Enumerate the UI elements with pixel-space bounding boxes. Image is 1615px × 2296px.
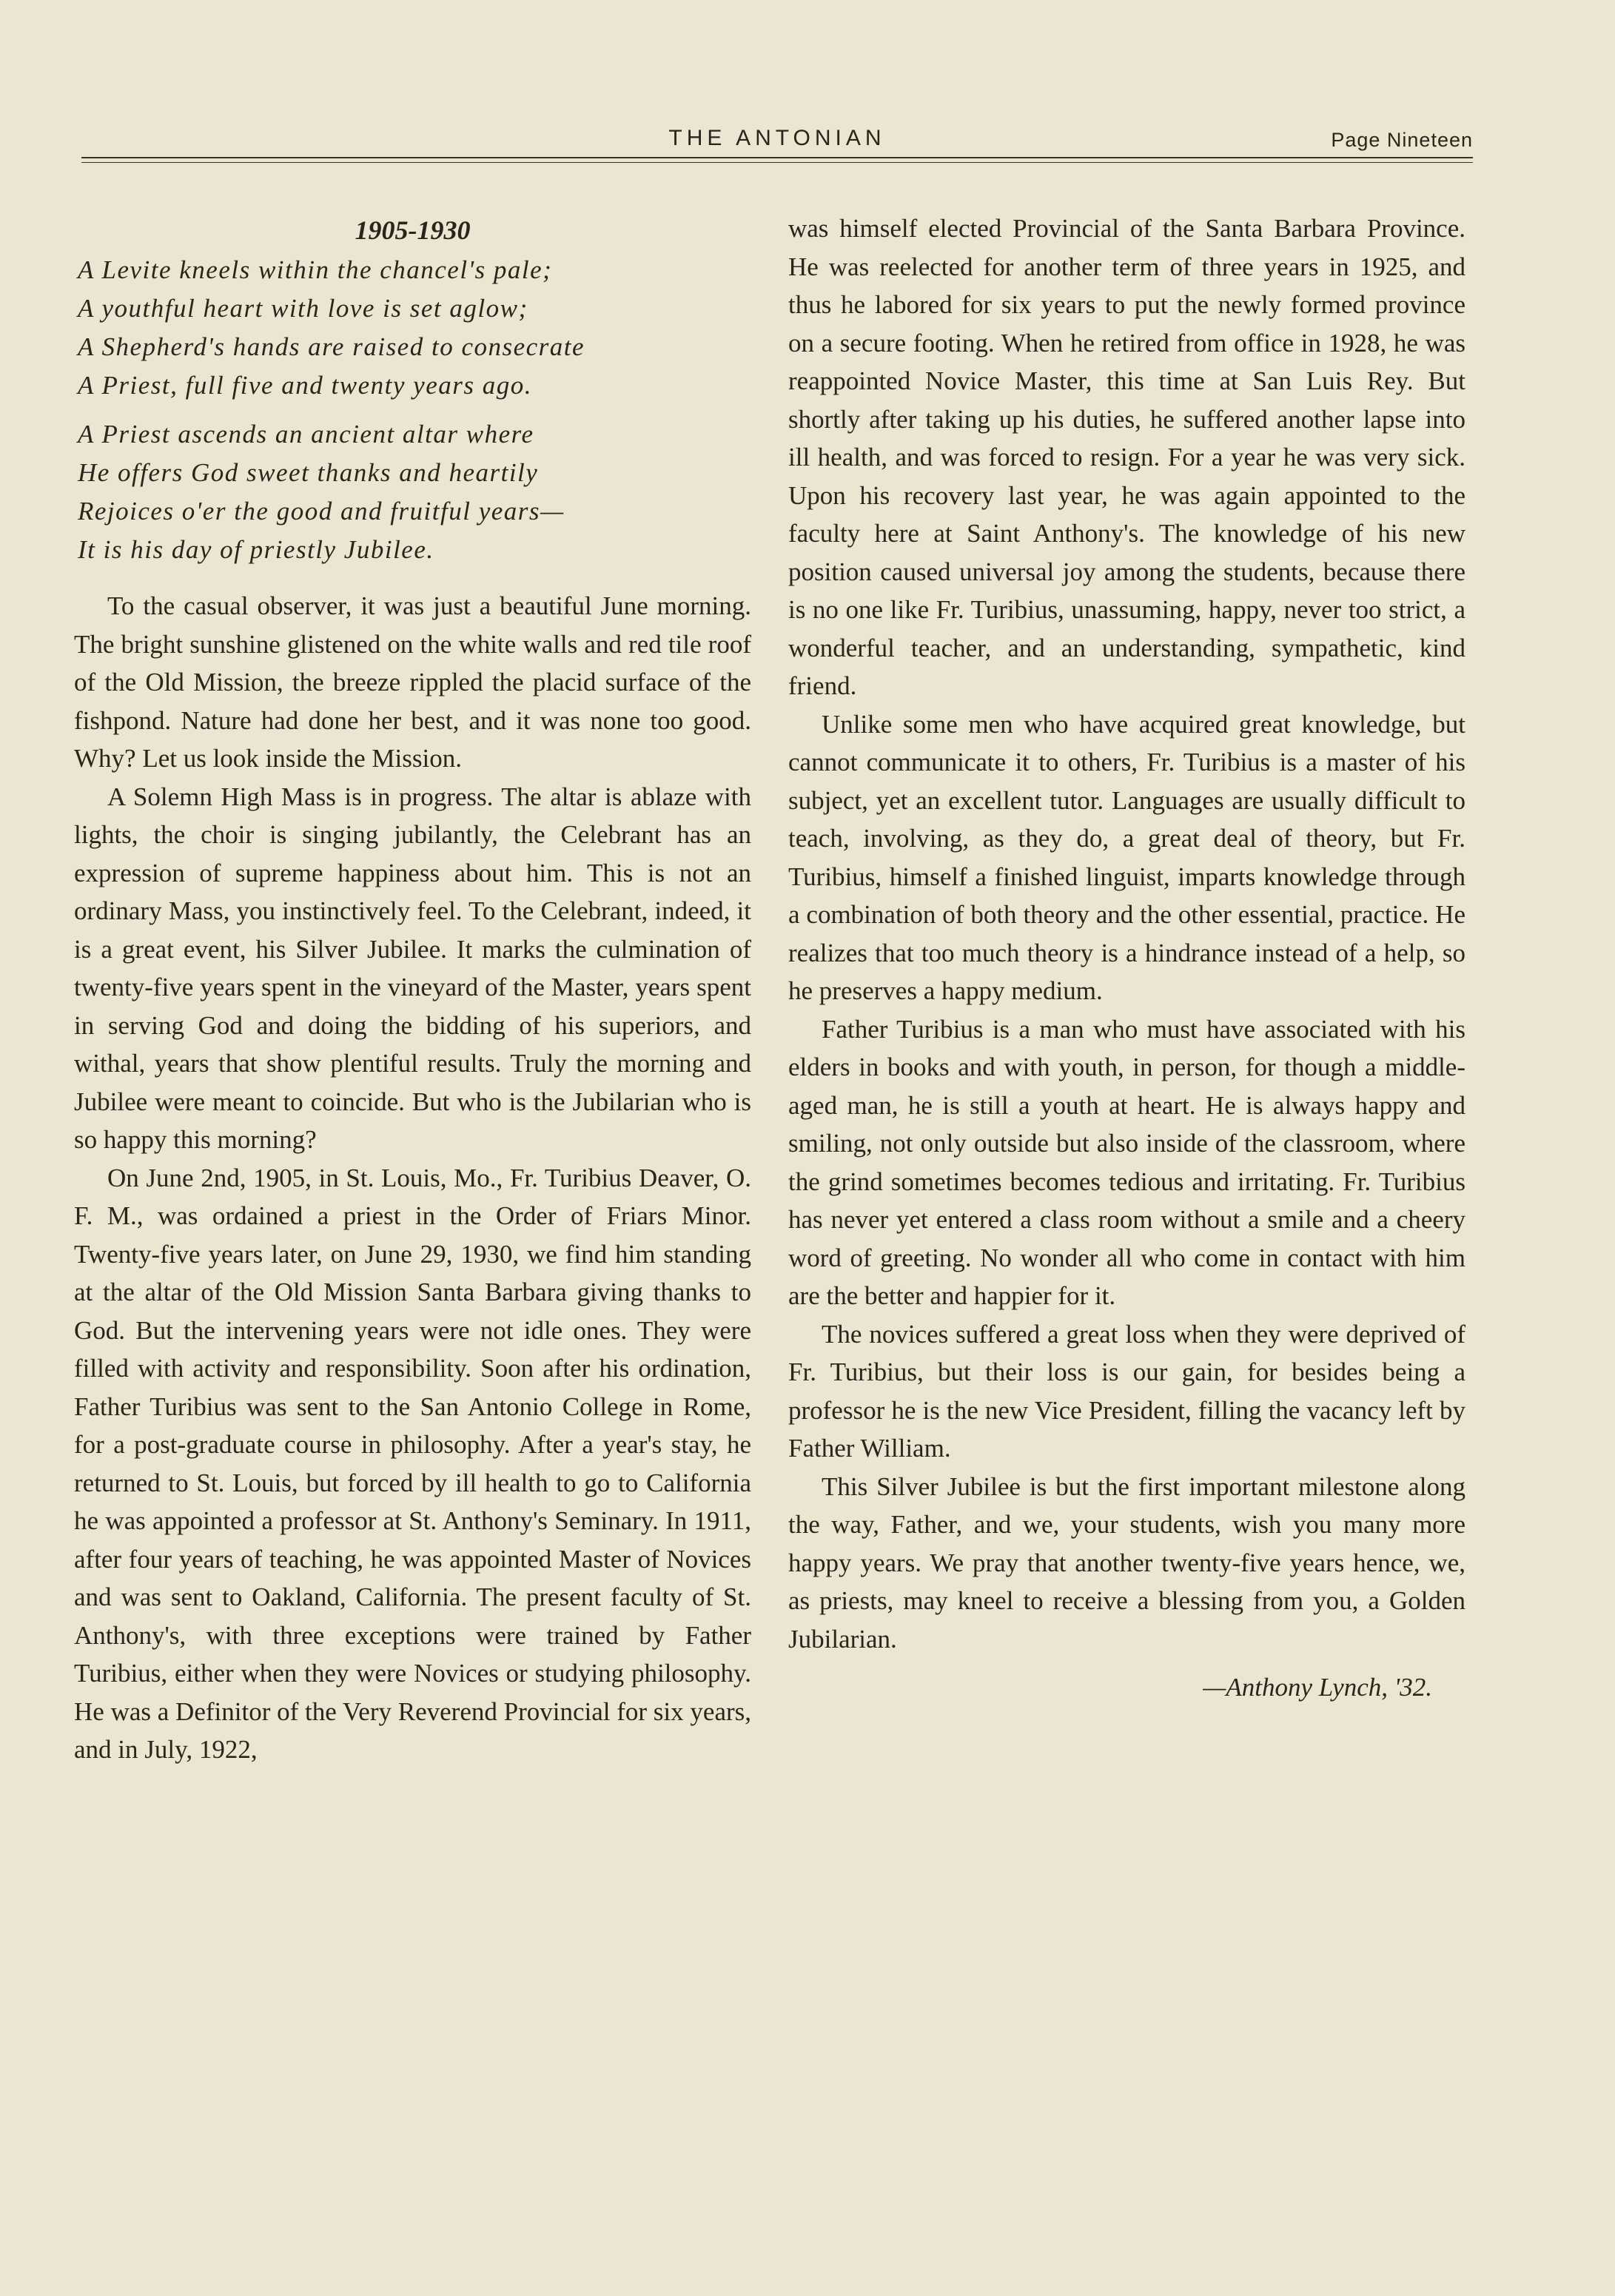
poem-line: He offers God sweet thanks and heartily [78, 458, 539, 487]
article-paragraph: The novices suffered a great loss when they were deprived of Fr. Turibius, but their loss is our gain, for besides being a professor he is the new Vice President, filling the vacancy left by Father William. [788, 1319, 1465, 1463]
poem-line: A Priest, full five and twenty years ago. [78, 371, 532, 400]
header-rule-thin [81, 162, 1473, 163]
poem-line: A Levite kneels within the chancel's pale; [78, 255, 553, 284]
poem-line: Rejoices o'er the good and fruitful years— [78, 497, 565, 526]
article-paragraph: Father Turibius is a man who must have associated with his elders in books and with youth, in person, for though a middle-aged man, he is still a youth at heart. He is always happy and smiling, not only outside but also inside of the classroom, where the grind sometimes becomes tedious and irritating. Fr. Turibius has never yet entered a class room without a smile and a cheery word of greeting. No wonder all who come in contact with him are the better and happier for it. [788, 1014, 1465, 1310]
right-column [788, 209, 1465, 1707]
poem-stanza [78, 415, 751, 569]
article-paragraph: This Silver Jubilee is but the first important milestone along the way, Father, and we, your students, wish you many more happy years. We pray that another twenty-five years hence, we, as priests, may kneel to receive a blessing from you, a Golden Jubilarian. [788, 1471, 1465, 1654]
poem-line: A Shepherd's hands are raised to consecrate [78, 332, 585, 361]
page-header [81, 126, 1473, 158]
article-paragraph: To the casual observer, it was just a beautiful June morning. The bright sunshine glistened on the white walls and red tile roof of the Old Mission, the breeze rippled the placid surface of the fishpond. Nature had done her best, and it was none too good. Why? Let us look inside the Mission. [74, 591, 751, 773]
left-column [74, 211, 751, 1769]
article-paragraph: A Solemn High Mass is in progress. The altar is ablaze with lights, the choir is singing jubilantly, the Celebrant has an expression of supreme happiness about him. This is not an ordinary Mass, you instinctively feel. To the Celebrant, indeed, it is a great event, his Silver Jubilee. It marks the culmination of twenty-five years spent in the vineyard of the Master, years spent in serving God and doing the bidding of his superiors, and withal, years that show plentiful results. Truly the morning and Jubilee were meant to coincide. But who is the Jubilarian who is so happy this morning? [74, 782, 751, 1154]
poem-stanza [78, 251, 751, 405]
article-paragraph: On June 2nd, 1905, in St. Louis, Mo., Fr. Turibius Deaver, O. F. M., was ordained a priest in the Order of Friars Minor. Twenty-five years later, on June 29, 1930, we find him standing at the altar of the Old Mission Santa Barbara giving thanks to God. But the intervening years were not idle ones. They were filled with activity and responsibility. Soon after his ordination, Father Turibius was sent to the San Antonio College in Rome, for a post-graduate course in philosophy. After a year's stay, he returned to St. Louis, but forced by ill health to go to California he was appointed a professor at St. Anthony's Seminary. In 1911, after four years of teaching, he was appointed Master of Novices and was sent to Oakland, California. The present faculty of St. Anthony's, with three exceptions were trained by Father Turibius, either when they were Novices or studying philosophy. He was a Definitor of the Very Reverend Provincial for six years, and in July, 1922, [74, 1163, 751, 1764]
article-paragraph: was himself elected Provincial of the Santa Barbara Province. He was reelected for another term of three years in 1925, and thus he labored for six years to put the newly formed province on a secure footing. When he retired from office in 1928, he was reappointed Novice Master, this time at San Luis Rey. But shortly after taking up his duties, he suffered another lapse into ill health, and was forced to resign. For a year he was very sick. Upon his recovery last year, he was again appointed to the faculty here at Saint Anthony's. The knowledge of his new position caused universal joy among the students, because there is no one like Fr. Turibius, unassuming, happy, never too strict, a wonderful teacher, and an understanding, sympathetic, kind friend. [788, 214, 1465, 700]
article-paragraph: Unlike some men who have acquired great knowledge, but cannot communicate it to others, Fr. Turibius is a master of his subject, yet an excellent tutor. Languages are usually difficult to teach, involving, as they do, a great deal of theory, but Fr. Turibius, himself a finished linguist, imparts knowledge through a combination of both theory and the other essential, practice. He realizes that too much theory is a hindrance instead of a help, so he preserves a happy medium. [788, 709, 1465, 1005]
poem-line: A Priest ascends an ancient altar where [78, 420, 534, 449]
author-signature: —Anthony Lynch, '32. [1203, 1673, 1432, 1702]
poem-title: 1905-1930 [355, 215, 471, 245]
page-number: Page Nineteen [1331, 129, 1473, 151]
poem-line: It is his day of priestly Jubilee. [78, 535, 434, 564]
poem-line: A youthful heart with love is set aglow; [78, 294, 528, 323]
masthead-title: THE ANTONIAN [668, 126, 886, 150]
header-rule [81, 157, 1473, 158]
